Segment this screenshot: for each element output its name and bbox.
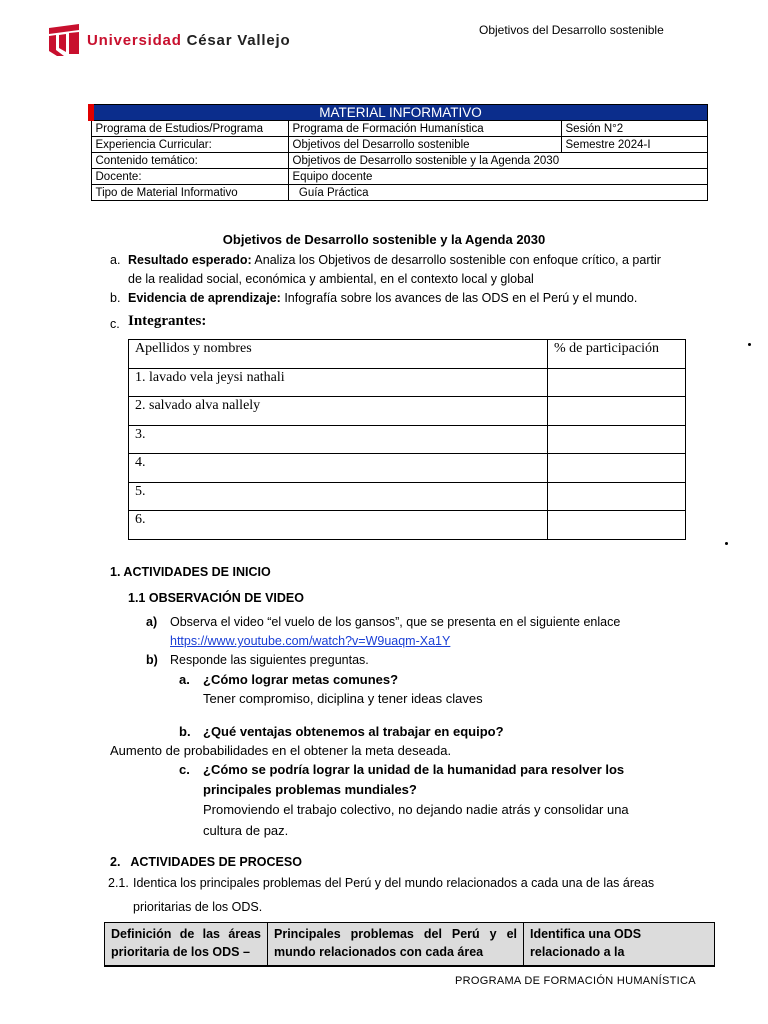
logo-text-second: César Vallejo	[186, 31, 291, 49]
members-header-pct: % de participación	[548, 340, 686, 369]
info-cell: Semestre 2024-I	[561, 137, 708, 153]
table-header-row	[105, 923, 715, 967]
info-cell: Programa de Estudios/Programa	[91, 121, 288, 137]
questions-instruction: Responde las siguientes preguntas.	[170, 653, 369, 667]
logo-text	[87, 32, 290, 49]
info-table-title: MATERIAL INFORMATIVO	[91, 105, 708, 121]
list-marker: c.	[179, 762, 190, 777]
members-header-name: Apellidos y nombres	[129, 340, 548, 369]
list-marker: a.	[179, 672, 190, 687]
table-row	[129, 397, 686, 426]
member-pct	[548, 425, 686, 454]
section-2-title: 2. ACTIVIDADES DE PROCESO	[110, 855, 302, 869]
member-pct	[548, 511, 686, 540]
list-marker: b.	[110, 291, 121, 305]
table-row	[129, 454, 686, 483]
table-row	[91, 153, 708, 169]
info-cell: Contenido temático:	[91, 153, 288, 169]
question-b: ¿Qué ventajas obtenemos al trabajar en equipo?	[203, 724, 504, 739]
info-cell: Objetivos de Desarrollo sostenible y la Agenda 2030	[288, 153, 708, 169]
section-1-title: 1. ACTIVIDADES DE INICIO	[110, 565, 271, 579]
member-pct	[548, 454, 686, 483]
process-instruction: Identica los principales problemas del Perú y del mundo relacionados a cada una de las áreas	[133, 876, 655, 890]
question-c-cont: principales problemas mundiales?	[203, 782, 417, 797]
table-row	[129, 425, 686, 454]
ods-header-definition: Definición de las áreas prioritaria de los ODS –	[105, 923, 268, 967]
member-name: 6.	[129, 511, 548, 540]
expected-result-label: Resultado esperado:	[128, 253, 252, 267]
expected-result-cont: de la realidad social, económica y ambiental, en el contexto local y global	[128, 272, 534, 286]
list-marker: a.	[110, 253, 121, 267]
member-name: 1. lavado vela jeysi nathali	[129, 368, 548, 397]
info-cell: Programa de Formación Humanística	[288, 121, 561, 137]
expected-result	[128, 251, 728, 270]
info-cell: Sesión N°2	[561, 121, 708, 137]
ucv-logo-icon	[49, 24, 79, 56]
table-row	[91, 121, 708, 137]
logo-text-first: Universidad	[87, 31, 187, 49]
members-table	[128, 339, 686, 540]
member-name: 2. salvado alva nallely	[129, 397, 548, 426]
table-row	[91, 169, 708, 185]
stray-dot	[725, 542, 728, 545]
table-row	[129, 482, 686, 511]
process-instruction-cont: prioritarias de los ODS.	[133, 900, 263, 914]
table-row	[91, 185, 708, 201]
ods-header-problems: Principales problemas del Perú y el mundo relacionados con cada área	[268, 923, 524, 967]
learning-evidence-label: Evidencia de aprendizaje:	[128, 291, 281, 305]
info-cell: Equipo docente	[288, 169, 708, 185]
learning-evidence-text: Infografía sobre los avances de las ODS en el Perú y el mundo.	[280, 291, 638, 305]
answer-a: Tener compromiso, diciplina y tener ideas claves	[203, 691, 483, 706]
answer-b: Aumento de probabilidades en el obtener la meta deseada.	[110, 743, 452, 758]
members-label: Integrantes:	[128, 313, 207, 329]
question-c: ¿Cómo se podría lograr la unidad de la humanidad para resolver los	[203, 762, 625, 777]
table-header-row	[129, 340, 686, 369]
list-marker: c.	[110, 317, 120, 331]
header-doc-title: Objetivos del Desarrollo sostenible	[479, 23, 664, 37]
answer-c: Promoviendo el trabajo colectivo, no dejando nadie atrás y consolidar una	[203, 802, 629, 817]
member-name: 4.	[129, 454, 548, 483]
video-instruction: Observa el video “el vuelo de los gansos”, que se presenta en el siguiente enlace	[170, 615, 621, 629]
member-name: 5.	[129, 482, 548, 511]
ods-header-identify: Identifica una ODS relacionado a la	[524, 923, 715, 967]
info-cell: Experiencia Curricular:	[91, 137, 288, 153]
member-pct	[548, 368, 686, 397]
ods-table	[104, 922, 715, 967]
stray-dot	[748, 343, 751, 346]
section-1-1-title: 1.1 OBSERVACIÓN DE VIDEO	[128, 591, 304, 605]
university-logo	[49, 24, 290, 56]
footer-program: PROGRAMA DE FORMACIÓN HUMANÍSTICA	[455, 975, 696, 987]
document-title: Objetivos de Desarrollo sostenible y la Agenda 2030	[222, 232, 546, 247]
list-marker: b)	[146, 653, 158, 667]
video-link[interactable]: https://www.youtube.com/watch?v=W9uaqm-Xa1Y	[170, 634, 451, 648]
table-row	[129, 511, 686, 540]
member-pct	[548, 482, 686, 511]
list-marker: b.	[179, 724, 191, 739]
list-marker: a)	[146, 615, 158, 629]
info-table	[88, 104, 708, 201]
list-marker: 2.1.	[108, 876, 129, 890]
member-name: 3.	[129, 425, 548, 454]
info-cell: Tipo de Material Informativo	[91, 185, 288, 201]
info-cell: Objetivos del Desarrollo sostenible	[288, 137, 561, 153]
table-row	[129, 368, 686, 397]
info-cell: Docente:	[91, 169, 288, 185]
question-a: ¿Cómo lograr metas comunes?	[203, 672, 399, 687]
member-pct	[548, 397, 686, 426]
learning-evidence	[128, 289, 637, 308]
info-cell: Guía Práctica	[288, 185, 708, 201]
expected-result-text: Analiza los Objetivos de desarrollo sostenible con enfoque crítico, a partir	[251, 253, 661, 267]
answer-c-cont: cultura de paz.	[203, 823, 289, 838]
table-row	[91, 137, 708, 153]
